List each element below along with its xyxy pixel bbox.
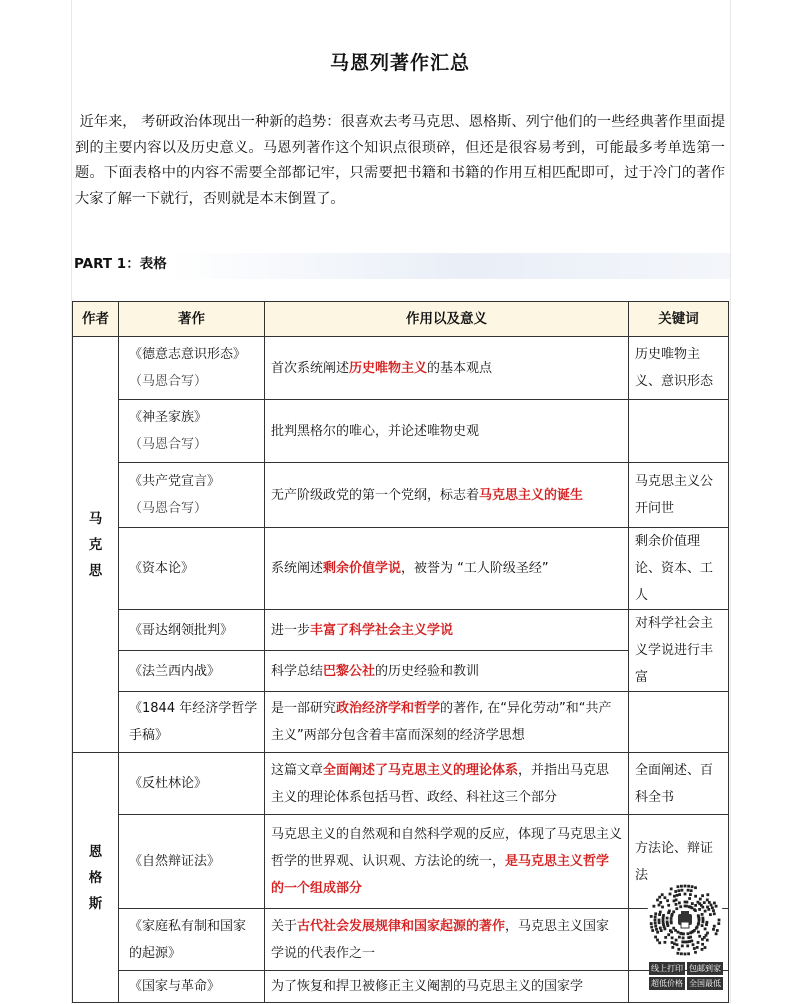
part-heading: PART 1：表格 bbox=[72, 253, 730, 279]
work-cell bbox=[119, 400, 265, 463]
highlight-text: 古代社会发展规律和国家起源的著作 bbox=[297, 918, 506, 934]
significance-text: 的著作, 在“异化劳动”和“共产主义”两部分包含着丰富而深刻的经济学思想 bbox=[271, 701, 612, 743]
highlight-text: 政治经济学和哲学 bbox=[336, 701, 441, 716]
work-title: 《1844 年经济学哲学手稿》 bbox=[129, 701, 258, 743]
work-cell bbox=[119, 692, 265, 753]
significance-text: 科学总结 bbox=[271, 663, 324, 679]
table-row bbox=[73, 692, 729, 753]
significance-text: ，马克思主义国家学说的代表作之一 bbox=[271, 918, 610, 961]
significance-text: 的历史经验和教训 bbox=[375, 663, 480, 679]
significance-cell bbox=[265, 815, 629, 909]
work-title: 《神圣家族》 bbox=[129, 410, 208, 425]
header-significance: 作用以及意义 bbox=[265, 302, 629, 337]
intro-text: 近年来， 考研政治体现出一种新的趋势：很喜欢去考马克思、恩格斯、列宁他们的一些经典著作里面提到的主要内容以及历史意义。马恩列著作这个知识点很琐碎，但还是很容易考到，可能最多考单选第一题。下面表格中的内容不需要全部都记牢，只需要把书籍和书籍的作用互相匹配即可，过于冷门的著作大家了解一下就行，否则就是本末倒置了。 bbox=[75, 114, 726, 207]
work-cell bbox=[119, 463, 265, 528]
significance-text: ，并指出马克思主义的理论体系包括马哲、政经、科社这三个部分 bbox=[271, 762, 610, 805]
qr-caption-4: 全国最低 bbox=[689, 979, 721, 988]
work-cell bbox=[119, 528, 265, 610]
table-row bbox=[73, 971, 729, 1003]
work-cell bbox=[119, 753, 265, 815]
qr-caption-2: 包邮到家 bbox=[689, 964, 721, 973]
works-table bbox=[72, 301, 729, 1003]
significance-text: 进一步 bbox=[271, 622, 311, 638]
table-row bbox=[73, 528, 729, 610]
table-row bbox=[73, 815, 729, 909]
significance-text: ，被誉为 “工人阶级圣经” bbox=[401, 561, 549, 576]
keywords-cell bbox=[629, 692, 729, 753]
header-work: 著作 bbox=[119, 302, 265, 337]
table-row bbox=[73, 337, 729, 400]
highlight-text: 丰富了科学社会主义学说 bbox=[310, 622, 454, 638]
work-coauthor-note: （马恩合写） bbox=[129, 501, 208, 516]
significance-cell bbox=[265, 971, 629, 1003]
highlight-text: 历史唯物主义 bbox=[349, 360, 428, 376]
work-coauthor-note: （马恩合写） bbox=[129, 437, 208, 452]
work-title: 《共产党宣言》 bbox=[129, 474, 221, 489]
work-title: 《资本论》 bbox=[129, 561, 195, 576]
significance-text: 是一部研究 bbox=[271, 701, 337, 716]
significance-cell bbox=[265, 610, 629, 651]
table-row bbox=[73, 909, 729, 971]
work-cell bbox=[119, 651, 265, 692]
work-title: 《法兰西内战》 bbox=[129, 663, 221, 679]
work-cell bbox=[119, 337, 265, 400]
significance-cell bbox=[265, 337, 629, 400]
keywords-cell: 方法论、辩证法 bbox=[629, 815, 729, 909]
significance-text: 首次系统阐述 bbox=[271, 360, 350, 376]
table-header-row bbox=[73, 302, 729, 337]
work-cell bbox=[119, 909, 265, 971]
significance-cell bbox=[265, 692, 629, 753]
header-keywords: 关键词 bbox=[629, 302, 729, 337]
significance-text: 的基本观点 bbox=[427, 360, 493, 376]
significance-cell bbox=[265, 528, 629, 610]
keywords-cell: 历史唯物主义、意识形态 bbox=[629, 337, 729, 400]
significance-text: 批判黑格尔的唯心，并论述唯物史观 bbox=[271, 423, 480, 439]
work-title: 《哥达纲领批判》 bbox=[129, 622, 234, 638]
page-title: 马恩列著作汇总 bbox=[329, 52, 470, 74]
significance-cell bbox=[265, 651, 629, 692]
keywords-cell: 对科学社会主义学说进行丰富 bbox=[629, 610, 729, 692]
significance-cell bbox=[265, 909, 629, 971]
significance-cell bbox=[265, 463, 629, 528]
qr-caption-3: 超低价格 bbox=[651, 979, 683, 988]
significance-text: 关于 bbox=[271, 918, 298, 934]
author-engels: 恩 格 斯 bbox=[73, 753, 119, 1003]
work-title: 《国家与革命》 bbox=[129, 979, 221, 994]
keywords-cell: 剩余价值理论、资本、工人 bbox=[629, 528, 729, 610]
highlight-text: 是马克思主义哲学的一个组成部分 bbox=[271, 854, 610, 896]
header-author: 作者 bbox=[73, 302, 119, 337]
table-row bbox=[73, 463, 729, 528]
table-row bbox=[73, 610, 729, 651]
work-cell bbox=[119, 971, 265, 1003]
work-coauthor-note: （马恩合写） bbox=[129, 374, 208, 389]
qr-caption bbox=[646, 961, 726, 991]
table-row bbox=[73, 753, 729, 815]
work-cell bbox=[119, 610, 265, 651]
keywords-cell: 马克思主义公开问世 bbox=[629, 463, 729, 528]
highlight-text: 全面阐述了马克思主义的理论体系 bbox=[323, 762, 519, 778]
qr-code-icon bbox=[646, 881, 724, 959]
significance-text: 系统阐述 bbox=[271, 561, 324, 576]
significance-cell bbox=[265, 753, 629, 815]
significance-text: 马克思主义的自然观和自然科学观的反应，体现了马克思主义哲学的世界观、认识观、方法论的统一， bbox=[271, 827, 623, 869]
highlight-text: 巴黎公社 bbox=[323, 663, 376, 679]
qr-caption-1: 线上打印 bbox=[651, 964, 683, 973]
significance-text: 无产阶级政党的第一个党纲，标志着 bbox=[271, 487, 480, 503]
author-marx: 马 克 思 bbox=[73, 337, 119, 753]
work-title: 《家庭私有制和国家的起源》 bbox=[129, 918, 247, 961]
intro-paragraph bbox=[75, 110, 725, 212]
significance-cell bbox=[265, 400, 629, 463]
work-title: 《自然辩证法》 bbox=[129, 854, 221, 869]
work-title: 《德意志意识形态》 bbox=[129, 347, 247, 362]
significance-text: 这篇文章 bbox=[271, 762, 324, 778]
qr-code bbox=[646, 881, 724, 959]
highlight-text: 剩余价值学说 bbox=[323, 561, 402, 576]
keywords-cell bbox=[629, 400, 729, 463]
work-cell bbox=[119, 815, 265, 909]
table-row bbox=[73, 400, 729, 463]
highlight-text: 马克思主义的诞生 bbox=[479, 487, 584, 503]
work-title: 《反杜林论》 bbox=[129, 776, 208, 791]
significance-text: 为了恢复和捍卫被修正主义阉割的马克思主义的国家学 bbox=[271, 979, 584, 994]
keywords-cell: 全面阐述、百科全书 bbox=[629, 753, 729, 815]
